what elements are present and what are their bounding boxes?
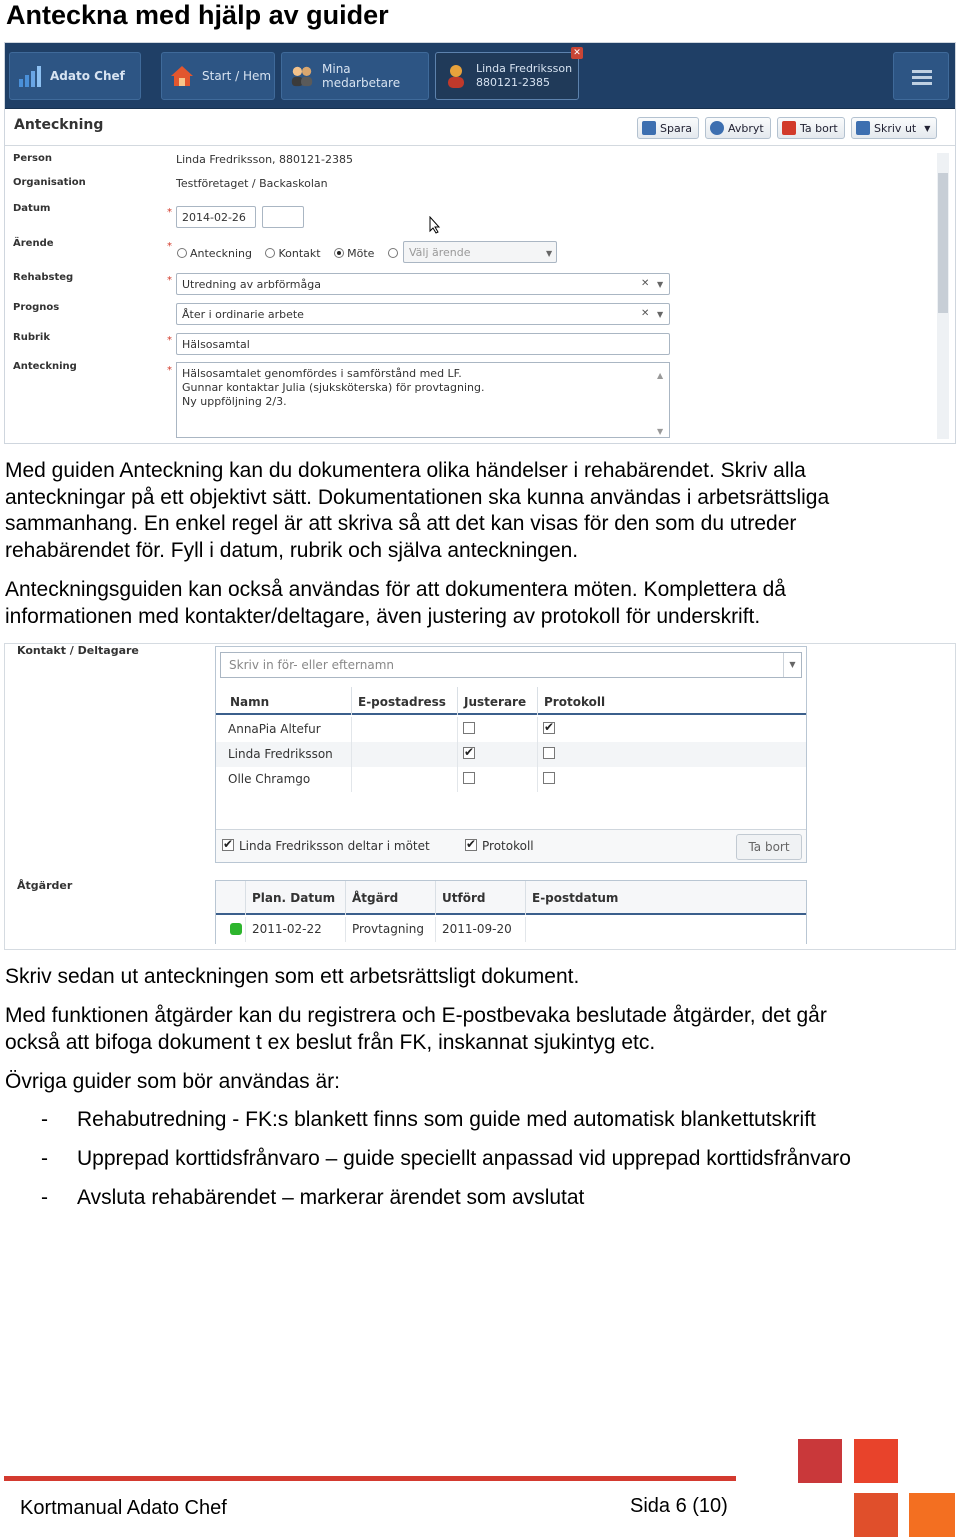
form-title: Anteckning [14,117,104,133]
logo-square [854,1493,898,1537]
justerare-checkbox[interactable] [463,772,475,784]
chevron-down-icon: ▼ [924,123,931,133]
active-person-name: Linda Fredriksson [476,62,573,75]
radio-label: Anteckning [190,247,252,260]
contacts-label: Kontakt / Deltagare [17,644,139,657]
text-line: rehabärendet för. Fyll i datum, rubrik och själva anteckningen. [5,538,579,562]
save-label: Spara [660,121,692,135]
textarea-scrollbar[interactable]: ▲ ▼ [657,371,664,436]
date-field[interactable]: 2014-02-26 [176,206,256,228]
chevron-down-icon: ▼ [657,280,664,289]
bar-chart-icon [18,64,42,88]
table-row[interactable] [216,767,806,792]
status-cell [216,917,246,942]
nav-label: Mina medarbetare [322,62,401,90]
status-indicator [230,923,242,935]
close-icon[interactable]: ✕ [571,47,583,59]
cancel-button[interactable] [705,117,771,139]
justerare-checkbox[interactable] [463,722,475,734]
contact-email [352,742,458,767]
radio-kontakt[interactable] [265,247,320,260]
atgarder-paragraph [5,1003,827,1056]
required-mark: * [167,335,172,346]
text-line: informationen med kontakter/deltagare, även justering av protokoll för underskrift. [5,604,761,628]
delete-button[interactable] [777,117,845,139]
prognos-select[interactable]: Åter i ordinarie arbete [176,303,670,325]
atgard-cell: Provtagning [346,917,436,942]
nav-start-button[interactable] [161,52,275,100]
epostdatum-cell [526,917,806,942]
required-mark: * [167,207,172,218]
atgarder-panel [215,880,807,944]
col-atgard[interactable]: Åtgärd [346,881,436,915]
plan-datum-cell: 2011-02-22 [246,917,346,942]
nav-mina-medarbetare-button[interactable] [281,52,429,100]
contact-name: Olle Chramgo [216,767,352,792]
required-mark: * [167,365,172,376]
anteckning-screenshot [4,42,956,444]
prognos-label: Prognos [13,302,60,313]
table-row[interactable] [216,917,806,942]
search-placeholder: Skriv in för- eller efternamn [229,658,395,672]
col-protokoll[interactable]: Protokoll [544,695,606,709]
atgarder-label: Åtgärder [17,879,73,892]
date-label: Datum [13,203,51,214]
person-icon [444,64,468,88]
radio-label: Kontakt [278,247,321,260]
text-line: anteckningar på ett objektivt sätt. Dokumentationen ska kunna användas i arbetsrättsliga [5,485,830,509]
print-label: Skriv ut [874,121,917,135]
nav-adato-chef-button[interactable] [9,52,141,100]
menu-icon[interactable] [893,52,949,100]
delete-label: Ta bort [800,121,838,135]
text-line: också att bifoga dokument t ex beslut från FK, inskannat sjukintyg etc. [5,1030,656,1054]
justerare-cell [458,742,538,767]
anteckning-label: Anteckning [13,361,77,372]
chevron-down-icon: ▼ [657,310,664,319]
list-item: Avsluta rehabärendet – markerar ärendet som avslutat [77,1186,585,1209]
radio-icon [265,248,275,258]
justerare-cell [458,767,538,792]
anteckning-textarea[interactable] [176,362,670,438]
radio-mote[interactable] [334,247,374,260]
footer-protokoll-label: Protokoll [482,839,534,853]
protokoll-cell [538,767,806,792]
people-icon [290,64,314,88]
protokoll-cell [538,717,806,742]
page-scrollbar[interactable] [937,153,949,439]
contacts-screenshot [4,643,956,950]
save-button[interactable] [637,117,699,139]
radio-valj-arende[interactable] [388,247,401,260]
active-person-info [476,62,572,90]
protokoll-cell [538,742,806,767]
list-item: Upprepad korttidsfrånvaro – guide speciellt anpassad vid upprepad korttidsfrånvaro [77,1147,851,1170]
atgarder-table-header [216,881,806,915]
clear-icon[interactable]: ✕ [641,308,650,319]
table-row[interactable] [216,742,806,767]
print-button[interactable] [851,117,937,139]
justerare-checkbox[interactable] [463,747,475,759]
col-justerare[interactable]: Justerare [458,687,538,715]
required-mark: * [167,275,172,286]
organisation-label: Organisation [13,177,86,188]
chevron-down-icon: ▼ [546,249,553,258]
participant-label: Linda Fredriksson deltar i mötet [239,839,430,853]
nav-label: Start / Hem [202,69,272,83]
rehabsteg-select[interactable]: Utredning av arbförmåga [176,273,670,295]
list-bullet: - [41,1108,48,1131]
list-item: Rehabutredning - FK:s blankett finns som guide med automatisk blankettutskrift [77,1108,816,1131]
protokoll-checkbox[interactable] [543,747,555,759]
footer-manual-title: Kortmanual Adato Chef [20,1497,227,1519]
page-title: Anteckna med hjälp av guider [6,0,389,30]
text-line: sammanhang. En enkel regel är att skriva så att det kan visas för den som du utreder [5,512,797,535]
footer-protokoll-checkbox[interactable] [465,839,477,851]
organisation-value: Testföretaget / Backaskolan [176,177,328,190]
list-bullet: - [41,1186,48,1209]
contact-email [352,767,458,792]
radio-anteckning[interactable] [177,247,252,260]
person-label: Person [13,153,52,164]
intro-paragraph [5,458,829,564]
contacts-footer [216,829,806,862]
nav-label: Adato Chef [50,69,125,83]
utford-cell: 2011-09-20 [436,917,526,942]
protokoll-checkbox[interactable] [543,722,555,734]
top-navigation-bar [5,43,956,109]
radio-icon [388,248,398,258]
justerare-cell [458,717,538,742]
contacts-table-header [216,687,806,715]
delete-icon [782,121,796,135]
note-line: Gunnar kontaktar Julia (sjuksköterska) för provtagning. [182,381,485,394]
table-row[interactable] [216,717,806,742]
radio-label: Möte [347,247,375,260]
scrollbar-thumb[interactable] [938,173,948,313]
contacts-panel [215,646,807,863]
active-person-id: 880121-2385 [476,76,550,89]
guides-intro: Övriga guider som bör användas är: [5,1070,341,1093]
divider [5,145,956,146]
col-epostdatum[interactable]: E-postdatum [532,891,619,905]
undo-icon [710,121,724,135]
required-mark: * [167,241,172,252]
arende-label: Ärende [13,238,54,249]
meeting-paragraph [5,577,786,630]
note-line: Hälsosamtalet genomfördes i samförstånd med LF. [182,367,462,380]
footer-divider [4,1476,736,1481]
clear-icon[interactable]: ✕ [641,278,650,289]
arende-select[interactable]: Välj ärende [403,241,557,263]
contact-name: AnnaPia Altefur [216,717,352,742]
person-value: Linda Fredriksson, 880121-2385 [176,153,353,166]
col-utford[interactable]: Utförd [436,881,526,915]
save-icon [642,121,656,135]
radio-icon [177,248,187,258]
logo-square [854,1439,898,1483]
col-status [216,881,246,915]
logo-square [798,1439,842,1483]
col-plan-datum[interactable]: Plan. Datum [246,881,346,915]
col-epost[interactable]: E-postadress [352,687,458,715]
logo-square [909,1493,955,1537]
text-line: Med funktionen åtgärder kan du registrera och E-postbevaka beslutade åtgärder, det går [5,1004,827,1027]
col-namn[interactable]: Namn [216,687,352,715]
text-line: Anteckningsguiden kan också användas för att dokumentera möten. Komplettera då [5,578,786,601]
active-person-tab[interactable] [435,48,581,100]
protokoll-checkbox[interactable] [543,772,555,784]
time-field[interactable] [262,206,304,228]
chevron-down-icon[interactable]: ▼ [783,653,801,677]
rehabsteg-label: Rehabsteg [13,272,74,283]
note-line: Ny uppföljning 2/3. [182,395,287,408]
rubrik-field[interactable]: Hälsosamtal [176,333,670,355]
list-bullet: - [41,1147,48,1170]
cancel-label: Avbryt [728,121,764,135]
contact-name: Linda Fredriksson [216,742,352,767]
contact-search-input[interactable] [220,652,802,678]
print-icon [856,121,870,135]
print-paragraph: Skriv sedan ut anteckningen som ett arbetsrättsligt dokument. [5,965,580,988]
text-line: Med guiden Anteckning kan du dokumentera olika händelser i rehabärendet. Skriv alla [5,459,806,482]
mouse-cursor-icon [429,216,441,234]
footer-page-number: Sida 6 (10) [630,1495,728,1517]
remove-contact-button[interactable]: Ta bort [736,834,802,860]
home-icon [170,64,194,88]
contact-email [352,717,458,742]
radio-icon [334,248,344,258]
rubrik-label: Rubrik [13,332,50,343]
arende-radio-group [177,247,411,260]
participant-checkbox[interactable] [222,839,234,851]
